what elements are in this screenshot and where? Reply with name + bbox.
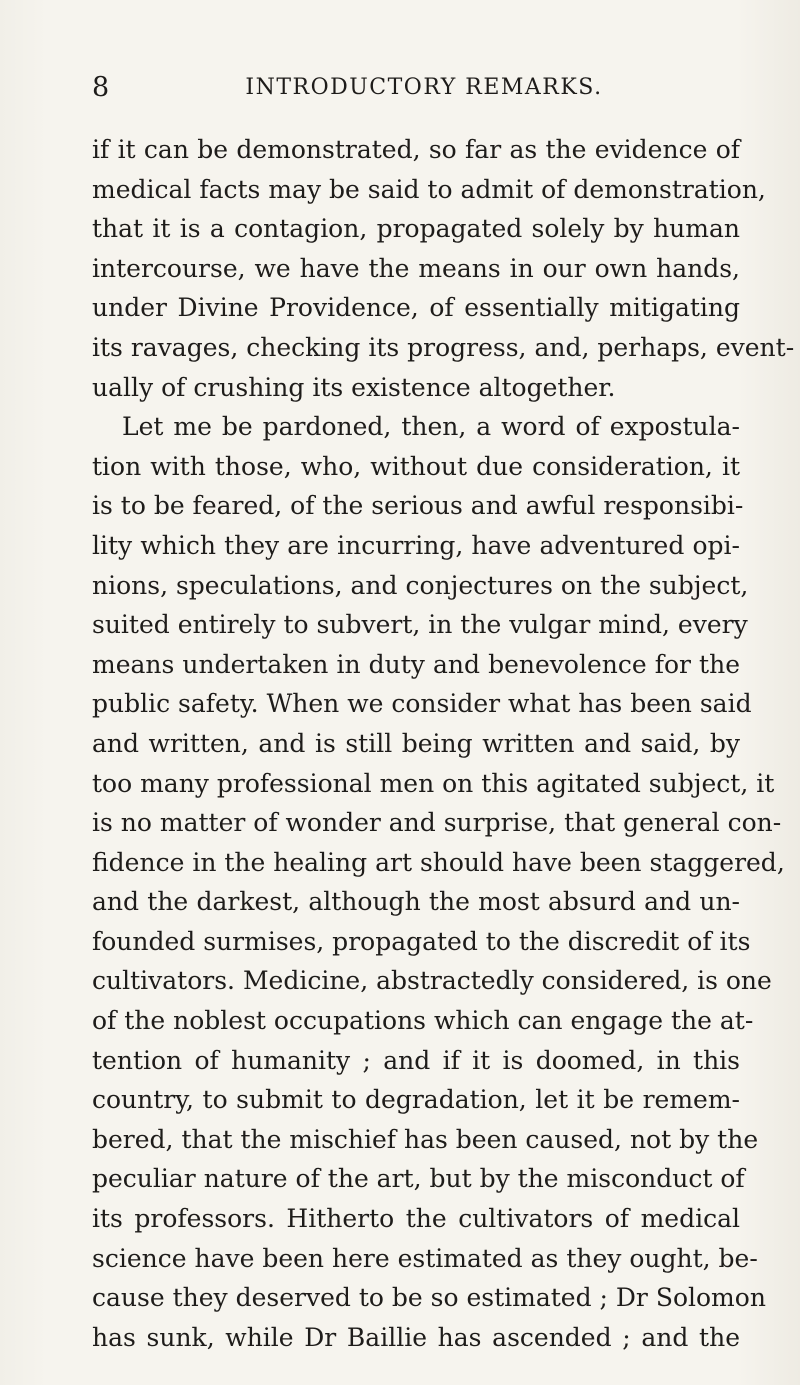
- text-line: too many professional men on this agitated subject, it: [92, 768, 775, 798]
- text-line: ually of crushing its existence altogether.: [92, 372, 616, 402]
- text-line: under Divine Providence, of essentially mitigating: [92, 293, 740, 323]
- text-line: founded surmises, propagated to the discredit of its: [92, 926, 751, 956]
- text-line: lity which they are incurring, have adventured opi-: [92, 530, 740, 560]
- text-line: public safety. When we consider what has been said: [92, 689, 752, 719]
- text-line: means undertaken in duty and benevolence for the: [92, 649, 740, 679]
- text-line: tention of humanity ; and if it is doomed, in this: [92, 1045, 740, 1075]
- text-line: fidence in the healing art should have been staggered,: [92, 847, 785, 877]
- text-line: nions, speculations, and conjectures on the subject,: [92, 570, 749, 600]
- text-line: intercourse, we have the means in our own hands,: [92, 253, 740, 283]
- text-line: cause they deserved to be so estimated ; Dr Solomon: [92, 1283, 766, 1313]
- page-number: 8: [92, 72, 110, 103]
- text-line: bered, that the mischief has been caused, not by the: [92, 1124, 759, 1154]
- text-line: is no matter of wonder and surprise, that general con-: [92, 808, 782, 838]
- text-line: medical facts may be said to admit of demonstration,: [92, 174, 766, 204]
- running-head: INTRODUCTORY REMARKS.: [245, 75, 603, 100]
- text-line: if it can be demonstrated, so far as the evidence of: [92, 135, 740, 164]
- page-header: [92, 68, 748, 108]
- body-text: [92, 130, 795, 1357]
- text-line: science have been here estimated as they ought, be-: [92, 1243, 758, 1273]
- text-line: cultivators. Medicine, abstractedly considered, is one: [92, 966, 772, 996]
- text-line: country, to submit to degradation, let it be remem-: [92, 1085, 740, 1115]
- text-line: suited entirely to subvert, in the vulgar mind, every: [92, 610, 748, 640]
- text-line: its ravages, checking its progress, and, perhaps, event-: [92, 332, 795, 362]
- text-line: that it is a contagion, propagated solely by human: [92, 214, 740, 244]
- text-line: its professors. Hitherto the cultivators of medical: [92, 1204, 740, 1234]
- text-line: tion with those, who, without due consideration, it: [92, 451, 740, 481]
- text-line: peculiar nature of the art, but by the misconduct of: [92, 1164, 745, 1194]
- text-line: Let me be pardoned, then, a word of expostula-: [122, 412, 740, 442]
- text-line: of the noblest occupations which can engage the at-: [92, 1006, 754, 1036]
- text-line: has sunk, while Dr Baillie has ascended ; and the: [92, 1322, 740, 1352]
- text-line: and the darkest, although the most absurd and un-: [92, 887, 740, 917]
- text-line: and written, and is still being written and said, by: [92, 728, 740, 758]
- text-line: is to be feared, of the serious and awful responsibi-: [92, 491, 744, 521]
